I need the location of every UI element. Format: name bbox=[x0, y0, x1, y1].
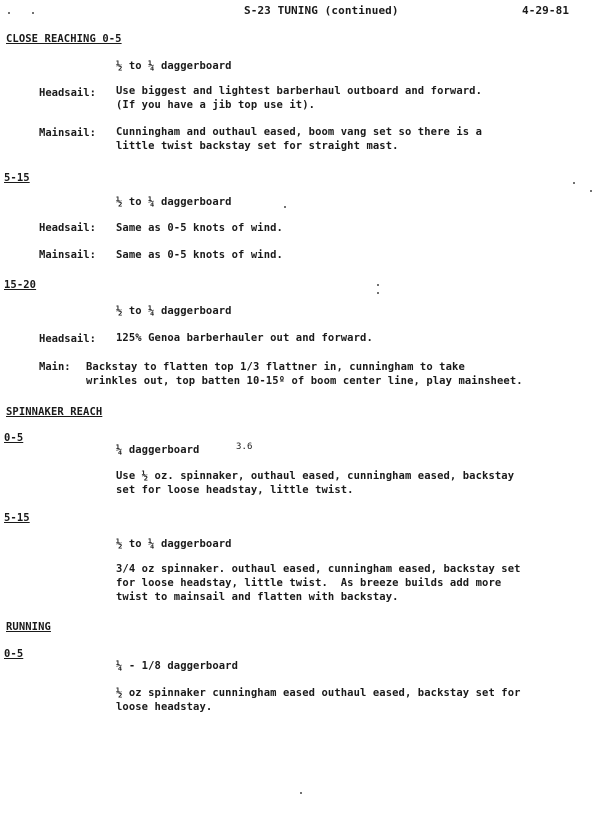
section-heading-running: RUNNING bbox=[6, 621, 51, 633]
mainsail-label: Mainsail: bbox=[39, 127, 96, 139]
spinnaker-text: set for loose headstay, little twist. bbox=[116, 484, 354, 496]
daggerboard-setting: ½ to ¼ daggerboard bbox=[116, 196, 232, 208]
spinnaker-text: twist to mainsail and flatten with backstay. bbox=[116, 591, 399, 603]
mainsail-text: little twist backstay set for straight mast. bbox=[116, 140, 399, 152]
scan-speck bbox=[300, 792, 302, 794]
daggerboard-setting: ¼ - 1/8 daggerboard bbox=[116, 660, 239, 672]
scan-speck bbox=[377, 292, 379, 294]
spinnaker-text: for loose headstay, little twist. As breeze builds add more bbox=[116, 577, 502, 589]
daggerboard-setting: ½ to ¼ daggerboard bbox=[116, 538, 232, 550]
scan-speck bbox=[573, 182, 575, 184]
daggerboard-setting: ½ to ¼ daggerboard bbox=[116, 60, 232, 72]
subsection-heading-0-5: 0-5 bbox=[4, 432, 24, 444]
running-text: loose headstay. bbox=[116, 701, 213, 713]
main-text: Backstay to flatten top 1/3 flattner in, cunningham to take bbox=[86, 361, 465, 373]
main-label: Main: bbox=[39, 361, 71, 373]
daggerboard-setting: ¼ daggerboard bbox=[116, 444, 200, 456]
mainsail-text: Same as 0-5 knots of wind. bbox=[116, 249, 283, 261]
headsail-text: Same as 0-5 knots of wind. bbox=[116, 222, 283, 234]
section-heading-15-20: 15-20 bbox=[4, 279, 37, 291]
scan-speck bbox=[377, 284, 379, 286]
scan-speck bbox=[284, 206, 286, 208]
headsail-label: Headsail: bbox=[39, 222, 96, 234]
headsail-text: Use biggest and lightest barberhaul outboard and forward. bbox=[116, 85, 483, 97]
subsection-heading-0-5: 0-5 bbox=[4, 648, 24, 660]
page-title: S-23 TUNING (continued) bbox=[244, 4, 399, 17]
section-heading-close-reaching: CLOSE REACHING 0-5 bbox=[6, 33, 122, 45]
spinnaker-text: Use ½ oz. spinnaker, outhaul eased, cunningham eased, backstay bbox=[116, 470, 515, 482]
scan-speck bbox=[8, 12, 10, 14]
mainsail-label: Mainsail: bbox=[39, 249, 96, 261]
mainsail-text: Cunningham and outhaul eased, boom vang set so there is a bbox=[116, 126, 483, 138]
subsection-heading-5-15: 5-15 bbox=[4, 512, 30, 524]
section-heading-5-15: 5-15 bbox=[4, 172, 30, 184]
spinnaker-text: 3/4 oz spinnaker. outhaul eased, cunningham eased, backstay set bbox=[116, 563, 521, 575]
headsail-text: (If you have a jib top use it). bbox=[116, 99, 316, 111]
daggerboard-setting: ½ to ¼ daggerboard bbox=[116, 305, 232, 317]
running-text: ½ oz spinnaker cunningham eased outhaul eased, backstay set for bbox=[116, 687, 521, 699]
handwritten-note: 3.6 bbox=[236, 442, 253, 452]
scan-speck bbox=[590, 190, 592, 192]
headsail-label: Headsail: bbox=[39, 333, 96, 345]
page-date: 4-29-81 bbox=[522, 4, 570, 17]
scan-speck bbox=[32, 12, 34, 14]
main-text: wrinkles out, top batten 10-15º of boom center line, play mainsheet. bbox=[86, 375, 523, 387]
headsail-text: 125% Genoa barberhauler out and forward. bbox=[116, 332, 373, 344]
section-heading-spinnaker-reach: SPINNAKER REACH bbox=[6, 406, 103, 418]
headsail-label: Headsail: bbox=[39, 87, 96, 99]
